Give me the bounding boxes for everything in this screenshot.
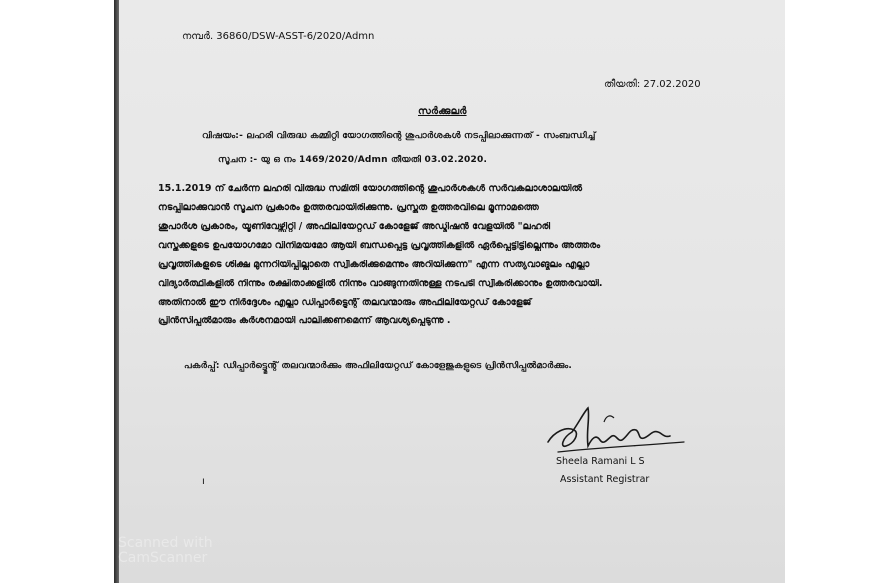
signature: [544, 402, 694, 460]
letter-date: തീയതി: 27.02.2020: [604, 79, 701, 90]
signatory-title: Assistant Registrar: [560, 474, 650, 485]
body-line: നടപ്പിലാക്കുവാൻ സൂചന പ്രകാരം ഉത്തരവായിരിക്കുന്നു. പ്രസ്തുത ഉത്തരവിലെ മൂന്നാമത്തെ: [158, 203, 539, 213]
scanned-letter: [114, 0, 785, 583]
scanner-watermark: [118, 536, 278, 583]
body-line: പ്രിൻസിപ്പൽമാരും കർശനമായി പാലിക്കണമെന്ന് ആവശ്യപ്പെടുന്നു .: [158, 316, 451, 326]
letter-title: സർക്കുലർ: [418, 106, 467, 117]
body-line: പ്രവൃത്തികളുടെ ശിക്ഷ മുന്നറിയിപ്പില്ലാതെ സ്വീകരിക്കുമെന്നും അറിയിക്കുന്ന" എന്ന സത്യവാങ്മൂലം എല്ലാ: [158, 260, 590, 270]
letter-reference: സൂചന :- യു ഒ നം 1469/2020/Admn തീയതി 03.02.2020.: [218, 155, 488, 165]
body-line: 15.1.2019 ന് ചേർന്ന ലഹരി വിരുദ്ധ സമിതി യോഗത്തിന്റെ ശുപാർശകൾ സർവകലാശാലയിൽ: [158, 184, 583, 194]
scan-edge-shadow: [114, 0, 119, 583]
body-line: അതിനാൽ ഈ നിർദ്ദേശം എല്ലാ ഡിപ്പാർട്ട്മെന്റ് തലവന്മാരും അഫിലിയേറ്റഡ് കോളേജ്: [158, 298, 532, 308]
signatory-name: Sheela Ramani L S: [556, 456, 645, 467]
watermark-text: Scanned with CamScanner: [118, 535, 213, 566]
body-line: വസ്തുക്കളുടെ ഉപയോഗമോ വിനിമയമോ ആയി ബന്ധപ്പെട്ട പ്രവൃത്തികളിൽ ഏർപ്പെട്ടിട്ടില്ലെന്നും അത്തരം: [158, 241, 601, 251]
reference-number: നമ്പർ. 36860/DSW-ASST-6/2020/Admn: [182, 31, 375, 42]
copy-to: പകർപ്പ്: ഡിപ്പാർട്ട്മെന്റ് തലവന്മാർക്കും അഫിലിയേറ്റഡ് കോളേജുകളുടെ പ്രിൻസിപ്പൽമാർക്കും.: [184, 361, 572, 371]
letter-subject: വിഷയം:- ലഹരി വിരുദ്ധ കമ്മിറ്റി യോഗത്തിന്റെ ശുപാർശകൾ നടപ്പിലാക്കുന്നത് - സംബന്ധിച്ച്: [202, 131, 596, 141]
body-line: വിദ്യാർത്ഥികളിൽ നിന്നും രക്ഷിതാക്കളിൽ നിന്നും വാങ്ങുന്നതിനുള്ള നടപടി സ്വീകരിക്കാനും ഉത്തരവായി.: [158, 279, 603, 289]
body-line: ശുപാർശ പ്രകാരം, യൂണിവേഴ്സിറ്റി / അഫിലിയേറ്റഡ് കോളേജ് അഡ്മിഷൻ വേളയിൽ "ലഹരി: [158, 222, 551, 232]
margin-mark: ı: [202, 476, 205, 487]
